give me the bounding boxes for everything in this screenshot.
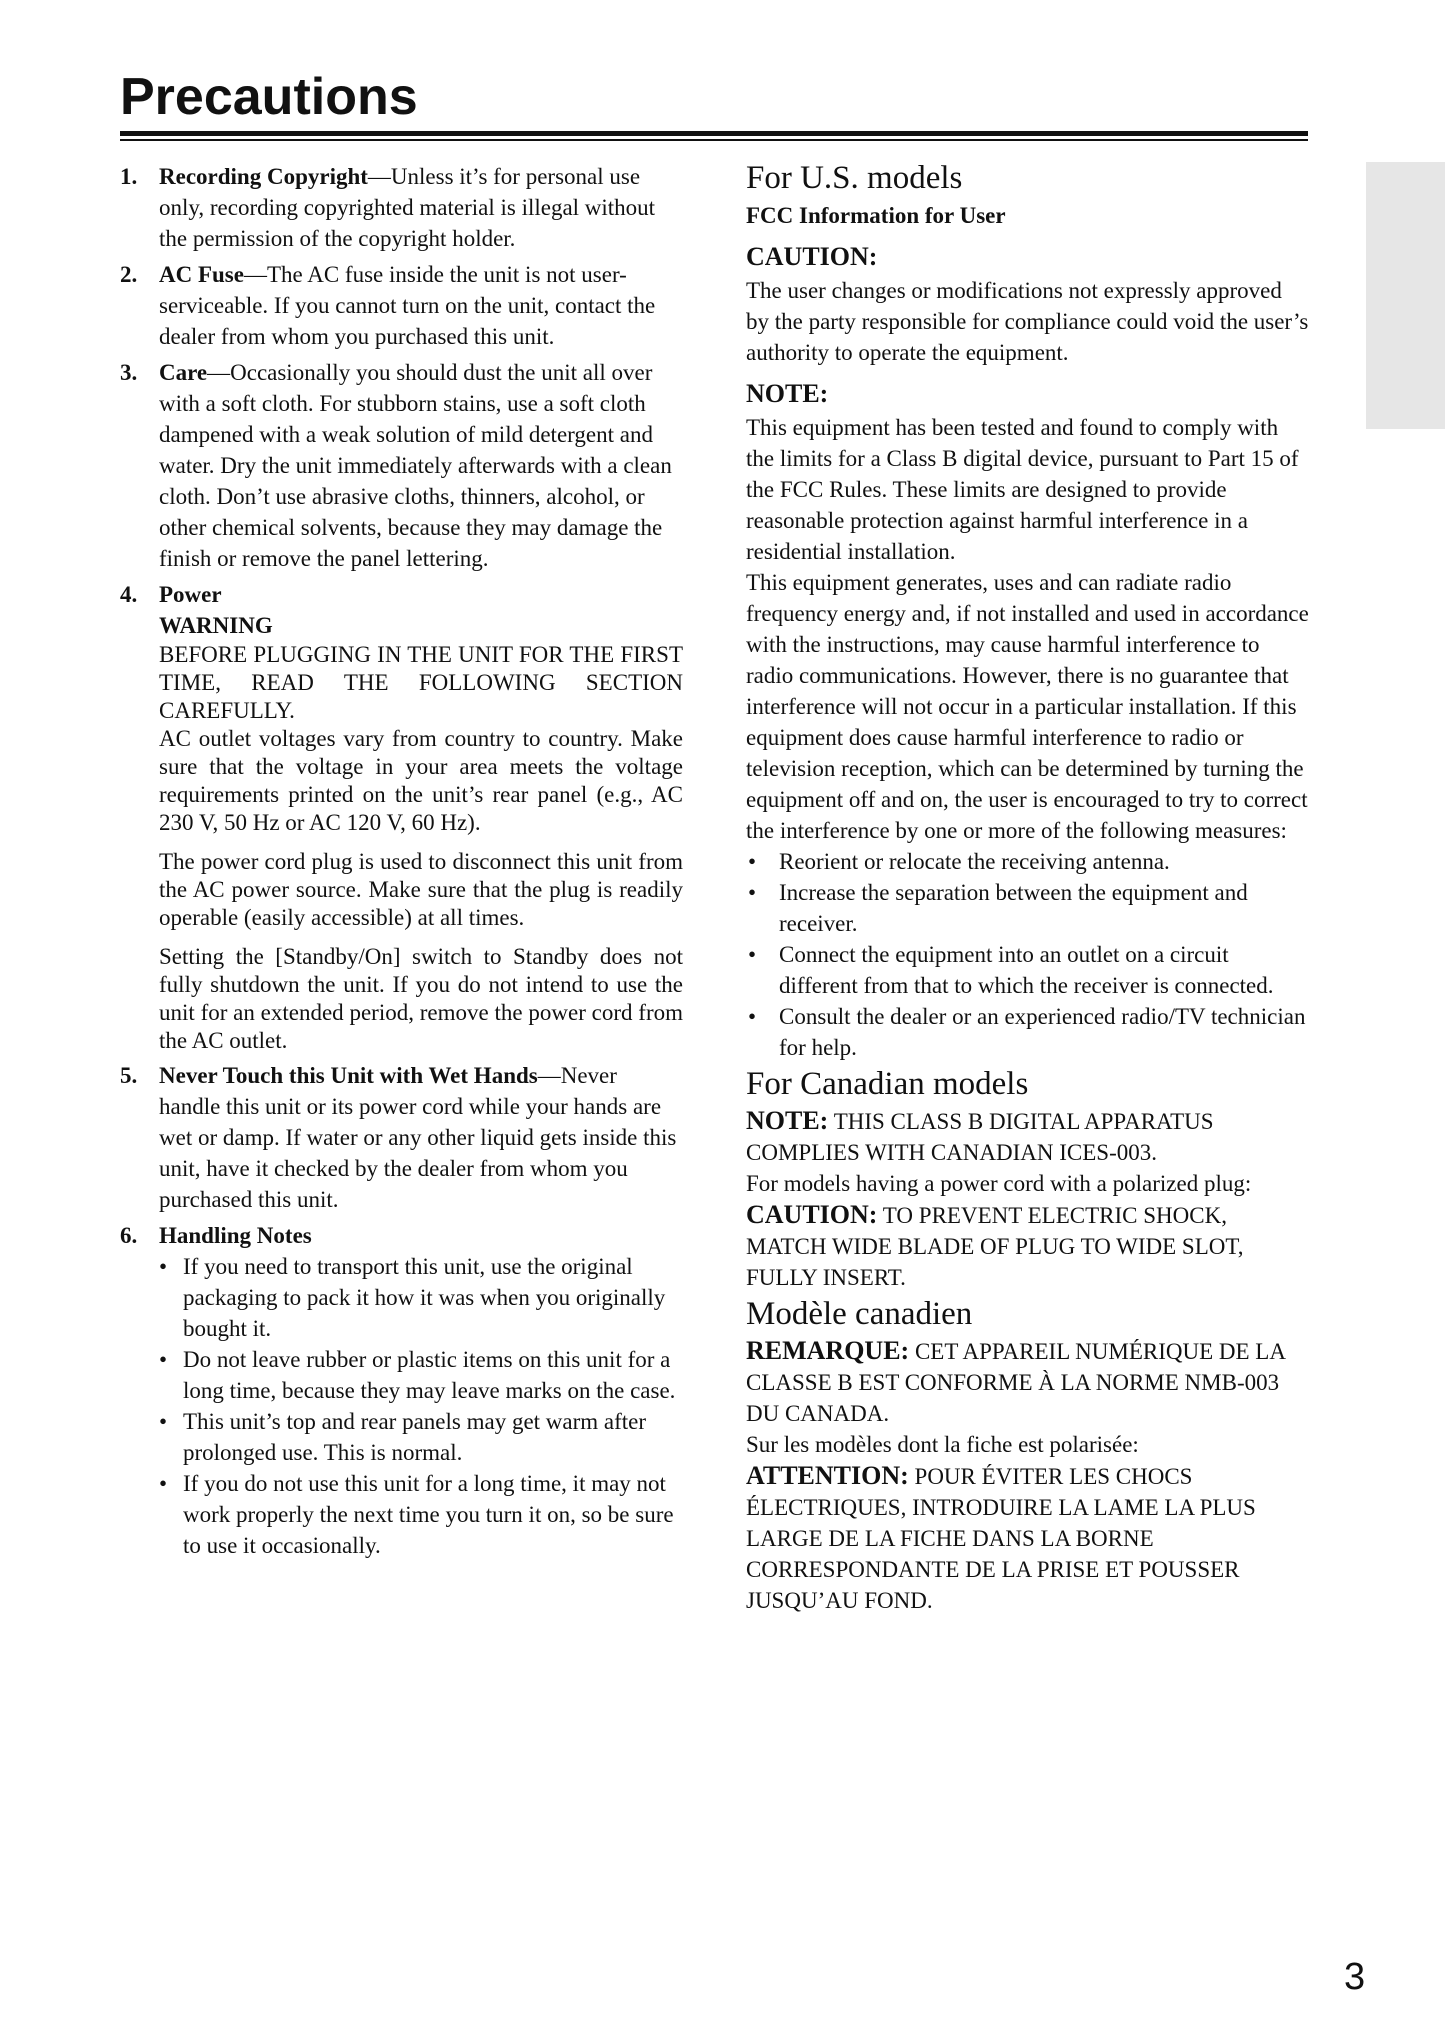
title-rule-thin	[120, 139, 1308, 141]
precaution-item	[120, 259, 683, 352]
regulatory-column	[746, 157, 1310, 1616]
handling-item	[120, 1220, 683, 1561]
section-side-tab	[1366, 162, 1445, 429]
item-number: 1.	[120, 164, 138, 189]
power-item	[120, 579, 683, 1055]
precaution-item	[120, 357, 683, 574]
fcc-measures-list	[746, 846, 1310, 1063]
item-number: 6.	[120, 1223, 138, 1248]
plug-text: For models having a power cord with a polarized plug:	[746, 1171, 1252, 1196]
remarque-label: REMARQUE:	[746, 1336, 910, 1365]
list-item: • If you do not use this unit for a long time, it may not work properly the next time you turn it on, so be sure to use it occasionally.	[159, 1468, 683, 1561]
title-rule-thick	[120, 131, 1308, 136]
attention-text: POUR ÉVITER LES CHOCS ÉLECTRIQUES, INTRODUIRE LA LAME LA PLUS LARGE DE LA FICHE DANS LA BORNE CORRESPONDANTE DE LA PRISE ET POUSSER JUSQU’AU FOND.	[746, 1464, 1256, 1613]
item-number: 5.	[120, 1063, 138, 1088]
attention-label: ATTENTION:	[746, 1461, 909, 1490]
list-item: • Consult the dealer or an experienced radio/TV technician for help.	[746, 1001, 1310, 1063]
voltage-paragraph: AC outlet voltages vary from country to country. Make sure that the voltage in your area meets the voltage requirements printed on the unit’s rear panel (e.g., AC 230 V, 50 Hz or AC 120 V, 60 Hz).	[159, 726, 683, 835]
remarque-text: CET APPAREIL NUMÉRIQUE DE LA CLASSE B EST CONFORME À LA NORME NMB-003 DU CANADA.	[746, 1339, 1285, 1426]
page-number: 3	[1344, 1956, 1366, 1998]
plug-text: Sur les modèles dont la fiche est polarisée:	[746, 1432, 1139, 1457]
item-text: —Unless it’s for personal use only, recording copyrighted material is illegal without the permission of the copyright holder.	[159, 164, 656, 251]
note-text: This equipment has been tested and found to comply with the limits for a Class B digital device, pursuant to Part 15 of the FCC Rules. These limits are designed to provide reasonable protection against harmful interference in a residential installation.	[746, 415, 1299, 564]
list-item: • Increase the separation between the equipment and receiver.	[746, 877, 1310, 939]
caution-text: TO PREVENT ELECTRIC SHOCK, MATCH WIDE BLADE OF PLUG TO WIDE SLOT, FULLY INSERT.	[746, 1203, 1244, 1290]
list-item: • This unit’s top and rear panels may get warm after prolonged use. This is normal.	[159, 1406, 683, 1468]
item-text: —Occasionally you should dust the unit all over with a soft cloth. For stubborn stains, use a soft cloth dampened with a weak solution of mild detergent and water. Dry the unit immediately afterwards with a clean cloth. Don’t use abrasive cloths, thinners, alcohol, or other chemical solvents, because they may damage the finish or remove the panel lettering.	[159, 360, 672, 571]
precaution-item	[120, 1060, 683, 1215]
warning-label: WARNING	[159, 613, 273, 638]
item-title: Never Touch this Unit with Wet Hands	[159, 1063, 538, 1088]
item-title: AC Fuse	[159, 262, 244, 287]
canadian-models-heading: For Canadian models	[746, 1066, 1029, 1102]
note-text: THIS CLASS B DIGITAL APPARATUS COMPLIES WITH CANADIAN ICES-003.	[746, 1109, 1214, 1165]
item-title: Recording Copyright	[159, 164, 368, 189]
item-title: Power	[159, 582, 222, 607]
fcc-subheading: FCC Information for User	[746, 203, 1006, 228]
item-title: Handling Notes	[159, 1223, 312, 1248]
list-item: • Do not leave rubber or plastic items on this unit for a long time, because they may leave marks on the case.	[159, 1344, 683, 1406]
item-number: 4.	[120, 582, 138, 607]
list-item: • If you need to transport this unit, use the original packaging to pack it how it was when you originally bought it.	[159, 1251, 683, 1344]
note-label: NOTE:	[746, 1106, 829, 1135]
us-models-heading: For U.S. models	[746, 160, 963, 196]
precaution-item	[120, 161, 683, 254]
item-text: —The AC fuse inside the unit is not user-serviceable. If you cannot turn on the unit, contact the dealer from whom you purchased this unit.	[159, 262, 656, 349]
list-item: • Connect the equipment into an outlet on a circuit different from that to which the receiver is connected.	[746, 939, 1310, 1001]
power-cord-paragraph: The power cord plug is used to disconnect this unit from the AC power source. Make sure that the plug is readily operable (easily accessible) at all times.	[159, 849, 683, 930]
warning-text: BEFORE PLUGGING IN THE UNIT FOR THE FIRST TIME, READ THE FOLLOWING SECTION CAREFULLY.	[159, 642, 683, 723]
item-number: 3.	[120, 360, 138, 385]
item-title: Care	[159, 360, 208, 385]
modele-canadien-heading: Modèle canadien	[746, 1296, 973, 1332]
precautions-column	[120, 161, 683, 1566]
caution-label: CAUTION:	[746, 242, 878, 271]
caution-text: The user changes or modifications not expressly approved by the party responsible for compliance could void the user’s authority to operate the equipment.	[746, 278, 1309, 365]
caution-label: CAUTION:	[746, 1200, 878, 1229]
item-number: 2.	[120, 262, 138, 287]
note-label: NOTE:	[746, 379, 829, 408]
item-text: —Never handle this unit or its power cord while your hands are wet or damp. If water or any other liquid gets inside this unit, have it checked by the dealer from whom you purchased this unit.	[159, 1063, 677, 1212]
standby-paragraph: Setting the [Standby/On] switch to Standby does not fully shutdown the unit. If you do not intend to use the unit for an extended period, remove the power cord from the AC outlet.	[159, 944, 683, 1053]
page-title: Precautions	[120, 68, 418, 126]
list-item: • Reorient or relocate the receiving antenna.	[746, 846, 1310, 877]
note-text: This equipment generates, uses and can radiate radio frequency energy and, if not installed and used in accordance with the instructions, may cause harmful interference to radio communications. However, there is no guarantee that interference will not occur in a particular installation. If this equipment does cause harmful interference to radio or television reception, which can be determined by turning the equipment off and on, the user is encouraged to try to correct the interference by one or more of the following measures:	[746, 570, 1309, 843]
handling-list	[159, 1251, 683, 1561]
